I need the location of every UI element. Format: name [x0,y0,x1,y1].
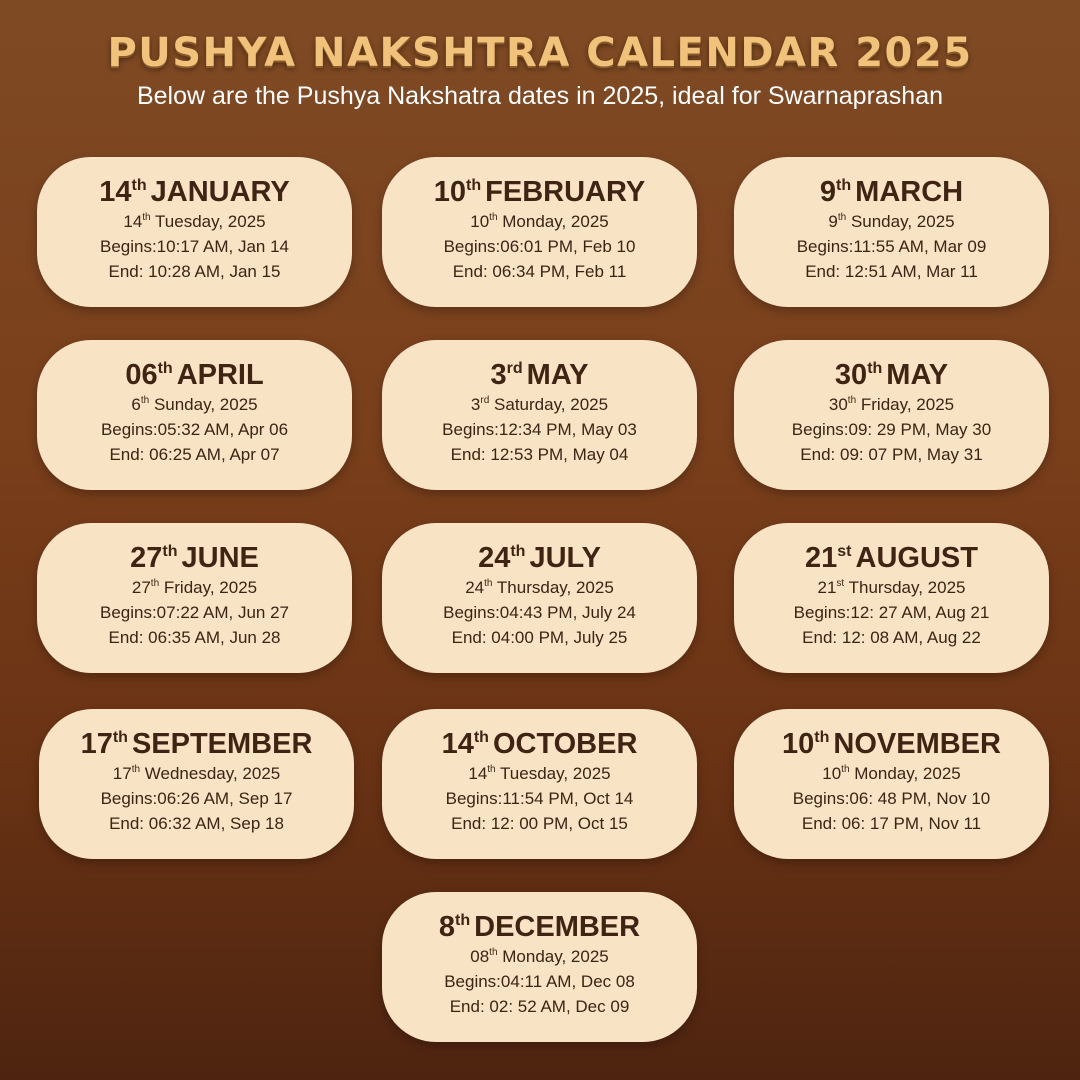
card-day-suffix: th [455,912,471,929]
card-day-small-suffix: th [484,578,493,589]
date-card [734,709,1049,859]
card-day-suffix: th [112,729,128,746]
card-day: 3 [490,359,507,391]
card-end: End: 06:25 AM, Apr 07 [109,445,280,464]
card-weekday: Friday, 2025 [860,395,955,414]
card-end: End: 12:53 PM, May 04 [450,445,629,464]
card-end: End: 02: 52 AM, Dec 09 [449,997,630,1016]
card-month: SEPTEMBER [131,728,313,760]
date-card [382,157,697,307]
card-begins: Begins:09: 29 PM, May 30 [791,420,992,439]
card-weekday-line [382,209,697,234]
card-begins: Begins:06:26 AM, Sep 17 [100,789,293,808]
card-weekday-line [37,209,352,234]
card-day-small: 10 [470,212,490,231]
card-day-suffix: th [473,729,489,746]
card-weekday: Monday, 2025 [854,764,961,783]
card-day-small: 30 [828,395,848,414]
card-day-suffix: th [157,360,173,377]
card-day-small: 10 [822,764,842,783]
card-day: 9 [819,176,837,208]
card-begins: Begins:04:11 AM, Dec 08 [444,972,635,991]
card-weekday-line [39,761,354,786]
card-heading [734,175,1049,209]
card-month: OCTOBER [492,728,638,760]
card-heading [382,727,697,761]
card-day: 14 [99,176,132,208]
card-day-suffix: th [131,177,147,194]
card-day-suffix: th [867,360,883,377]
card-heading [382,358,697,392]
card-day-small-suffix: th [841,764,850,775]
card-weekday-line [382,575,697,600]
date-card [37,157,352,307]
card-day-suffix: th [510,543,526,560]
card-begins: Begins:10:17 AM, Jan 14 [99,237,290,256]
card-day-suffix: th [814,729,830,746]
card-month: JULY [529,542,601,574]
card-day: 14 [441,728,474,760]
card-day: 8 [438,911,456,943]
card-weekday-line [382,761,697,786]
card-heading [734,358,1049,392]
card-day-small: 08 [470,947,490,966]
card-day: 27 [130,542,163,574]
card-day-suffix: th [466,177,482,194]
card-weekday: Tuesday, 2025 [155,212,266,231]
card-end: End: 09: 07 PM, May 31 [800,445,983,464]
card-day-small: 14 [123,212,143,231]
card-day-small-suffix: th [489,947,498,958]
card-day-small-suffix: th [847,395,857,406]
card-begins: Begins:04:43 PM, July 24 [443,603,636,622]
card-weekday-line [37,575,352,600]
card-month: NOVEMBER [833,728,1001,760]
date-card [382,340,697,490]
card-end: End: 12:51 AM, Mar 11 [805,262,978,281]
card-heading [382,910,697,944]
card-end: End: 06:35 AM, Jun 28 [108,628,281,647]
card-end: End: 04:00 PM, July 25 [451,628,628,647]
card-day-suffix: rd [506,360,523,377]
card-begins: Begins:07:22 AM, Jun 27 [99,603,290,622]
card-day-small-suffix: th [837,212,847,223]
card-weekday-line [734,575,1049,600]
card-day-suffix: st [837,543,852,560]
card-weekday-line [734,761,1049,786]
card-day-small: 3 [470,395,481,414]
card-day: 10 [433,176,467,208]
card-heading [37,358,352,392]
card-day-small: 17 [112,764,132,783]
card-day-small-suffix: th [150,578,160,589]
card-weekday: Monday, 2025 [502,947,609,966]
date-card [734,340,1049,490]
card-month: MARCH [855,176,964,208]
card-weekday: Wednesday, 2025 [144,764,281,783]
card-heading [37,541,352,575]
card-begins: Begins:11:54 PM, Oct 14 [445,789,634,808]
card-end: End: 06: 17 PM, Nov 11 [801,814,982,833]
card-day-small-suffix: th [140,395,150,406]
card-end: End: 10:28 AM, Jan 15 [108,262,281,281]
card-weekday: Thursday, 2025 [496,578,614,597]
card-end: End: 06:32 AM, Sep 18 [109,814,284,833]
card-weekday-line [382,944,697,969]
card-day-small-suffix: st [836,578,845,589]
card-day: 30 [834,359,868,391]
card-day: 21 [805,542,838,574]
card-weekday-line [734,392,1049,417]
card-heading [734,727,1049,761]
card-weekday: Sunday, 2025 [153,395,258,414]
card-end: End: 06:34 PM, Feb 11 [452,262,627,281]
date-card [734,523,1049,673]
card-begins: Begins:12:34 PM, May 03 [442,420,637,439]
card-day-small: 9 [828,212,838,231]
date-card [37,523,352,673]
card-day: 10 [782,728,815,760]
card-end: End: 12: 00 PM, Oct 15 [451,814,628,833]
card-day-suffix: th [836,177,852,194]
card-month: JANUARY [150,176,290,208]
card-begins: Begins:06:01 PM, Feb 10 [443,237,636,256]
card-day-small: 14 [468,764,488,783]
card-weekday-line [37,392,352,417]
card-heading [39,727,354,761]
card-month: DECEMBER [474,911,641,943]
card-day-small-suffix: rd [480,395,490,406]
card-begins: Begins:06: 48 PM, Nov 10 [792,789,991,808]
card-begins: Begins:11:55 AM, Mar 09 [796,237,987,256]
date-card [37,340,352,490]
card-month: AUGUST [855,542,978,574]
card-day-small-suffix: th [489,212,498,223]
card-day-small-suffix: th [142,212,151,223]
card-day-small-suffix: th [487,764,496,775]
date-card [382,709,697,859]
card-month: APRIL [176,359,264,391]
date-card [382,892,697,1042]
card-weekday: Monday, 2025 [502,212,609,231]
card-day-small: 21 [817,578,837,597]
card-month: MAY [526,359,589,391]
date-card [734,157,1049,307]
card-weekday-line [734,209,1049,234]
card-weekday: Tuesday, 2025 [500,764,611,783]
card-heading [382,541,697,575]
card-day-small: 6 [131,395,141,414]
card-end: End: 12: 08 AM, Aug 22 [802,628,981,647]
card-weekday: Thursday, 2025 [848,578,966,597]
card-begins: Begins:12: 27 AM, Aug 21 [793,603,990,622]
card-day-small: 24 [465,578,485,597]
card-day-small-suffix: th [131,764,141,775]
card-day: 24 [478,542,511,574]
card-weekday-line [382,392,697,417]
card-month: MAY [886,359,949,391]
card-weekday: Friday, 2025 [163,578,258,597]
card-month: FEBRUARY [485,176,646,208]
card-weekday: Saturday, 2025 [494,395,609,414]
card-day: 06 [125,359,158,391]
card-month: JUNE [181,542,259,574]
card-day-suffix: th [162,543,178,560]
date-card [39,709,354,859]
card-heading [734,541,1049,575]
page-subtitle: Below are the Pushya Nakshatra dates in 2025, ideal for Swarnaprashan [136,82,944,110]
card-heading [37,175,352,209]
card-heading [382,175,697,209]
card-weekday: Sunday, 2025 [850,212,955,231]
card-day-small: 27 [131,578,151,597]
date-card [382,523,697,673]
card-day: 17 [80,728,113,760]
page-title: PUSHYA NAKSHTRA CALENDAR 2025 [107,30,973,76]
card-begins: Begins:05:32 AM, Apr 06 [100,420,289,439]
